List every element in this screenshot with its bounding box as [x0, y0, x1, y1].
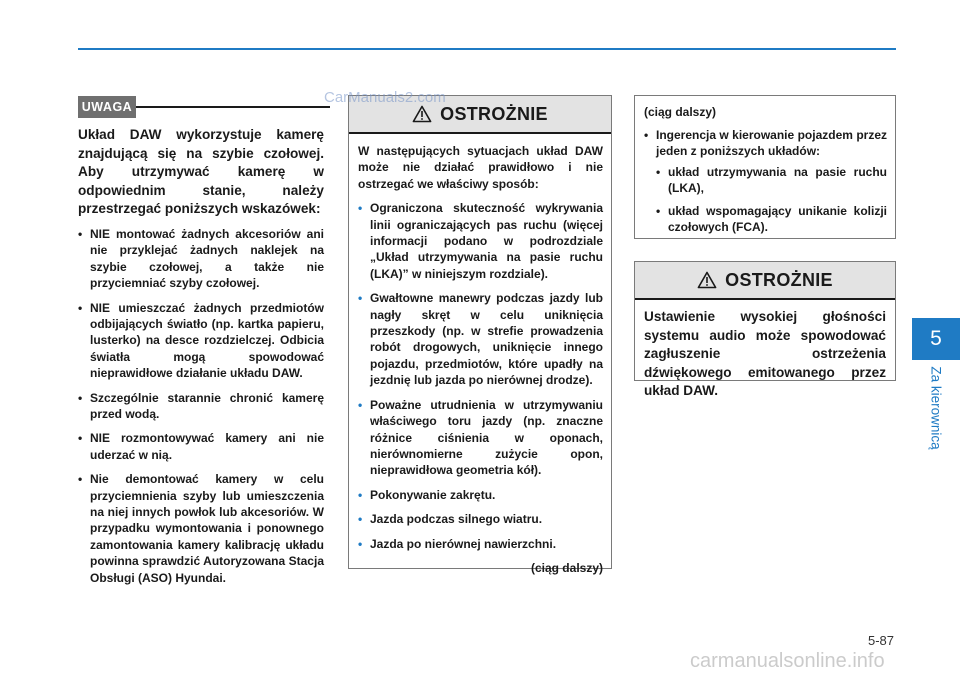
warning-box-main [348, 95, 612, 575]
warning-header [635, 262, 895, 300]
uwaga-list [78, 226, 324, 586]
uwaga-rule [136, 106, 330, 108]
page-number: 5-87 [867, 633, 894, 648]
warning-item: • Jazda podczas silnego wiatru. [358, 511, 603, 527]
uwaga-item: • NIE umieszczać żadnych przedmiotów odbijających światło (np. kartka papieru, lusterko) na desce rozdzielczej. Odbicia światła mogą spowodować nieprawidłowe działanie układu DAW. [78, 300, 324, 382]
warning-list [358, 200, 603, 552]
chapter-tab: 5 [912, 318, 960, 360]
chapter-label: Za kierownicą [928, 366, 944, 450]
uwaga-note [78, 126, 324, 594]
warning-audio-text: Ustawienie wysokiej głośności systemu audio może spowodować zagłuszenie ostrzeżenia dźwiękowego emitowanego przez układ DAW. [644, 309, 886, 399]
continued-label: (ciąg dalszy) [530, 560, 603, 575]
continuation-list [644, 127, 887, 235]
continuation-subitem: • układ wspomagający unikanie kolizji czołowych (FCA). [656, 203, 887, 236]
uwaga-item: • Nie demontować kamery w celu przyciemnienia szyby lub umieszczenia na niej innych powłok lub akcesoriów. W przypadku wymontowania i ponownego zamontowania kamery kalibrację układu powinna sprawdzić Autoryzowana Stacja Obsługi (ASO) Hyundai. [78, 471, 324, 586]
header-rule [78, 48, 896, 50]
warning-title: OSTROŻNIE [440, 103, 548, 124]
continuation-box [634, 95, 896, 239]
warning-intro: W następujących sytuacjach układ DAW może nie działać prawidłowo i nie ostrzegać we właściwy sposób: [358, 144, 603, 191]
warning-triangle-icon [412, 105, 432, 123]
uwaga-item: • Szczególnie starannie chronić kamerę przed wodą. [78, 390, 324, 423]
uwaga-intro: Układ DAW wykorzystuje kamerę znajdującą się na szybie czołowej. Aby utrzymywać kamerę w odpowiednim stanie, należy przestrzegać poniższych wskazówek: [78, 127, 324, 217]
warning-item: • Jazda po nierównej nawierzchni. [358, 536, 603, 552]
uwaga-item: • NIE rozmontowywać kamery ani nie uderzać w nią. [78, 430, 324, 463]
warning-box-audio [634, 261, 896, 399]
warning-title: OSTROŻNIE [725, 269, 833, 290]
continuation-item-text: Ingerencja w kierowanie pojazdem przez jeden z poniższych układów: [656, 128, 887, 159]
warning-item: • Pokonywanie zakrętu. [358, 487, 603, 503]
warning-item: • Gwałtowne manewry podczas jazdy lub nagły skręt w celu uniknięcia przeszkody (np. w strefie prowadzenia robót drogowych, uniknięcie innego pojazdu, przedmiotów, które upadły na jezdnię lub jazda po nierównej drodze). [358, 290, 603, 388]
watermark-top: CarManuals2.com [324, 89, 446, 106]
warning-item: • Ograniczona skuteczność wykrywania linii ograniczających pas ruchu (więcej informacji podano w podrozdziale „Układ utrzymywania na pasie ruchu (LKA)” w niniejszym rozdziale). [358, 200, 603, 282]
continuation-heading: (ciąg dalszy) [644, 105, 717, 119]
continuation-item [644, 127, 887, 235]
continuation-sublist [656, 164, 887, 236]
continuation-subitem: • układ utrzymywania na pasie ruchu (LKA), [656, 164, 887, 197]
watermark-bottom: carmanualsonline.info [690, 650, 885, 672]
uwaga-badge: UWAGA [78, 96, 136, 118]
uwaga-item: • NIE montować żadnych akcesoriów ani nie przyklejać żadnych naklejek na szybie czołowej, a także nie przyciemniać szyby czołowej. [78, 226, 324, 292]
warning-triangle-icon [697, 271, 717, 289]
warning-item: • Poważne utrudnienia w utrzymywaniu właściwego toru jazdy (np. znaczne różnice ciśnienia w oponach, nierównomierne zużycie opon, nieprawidłowa geometria kół). [358, 397, 603, 479]
